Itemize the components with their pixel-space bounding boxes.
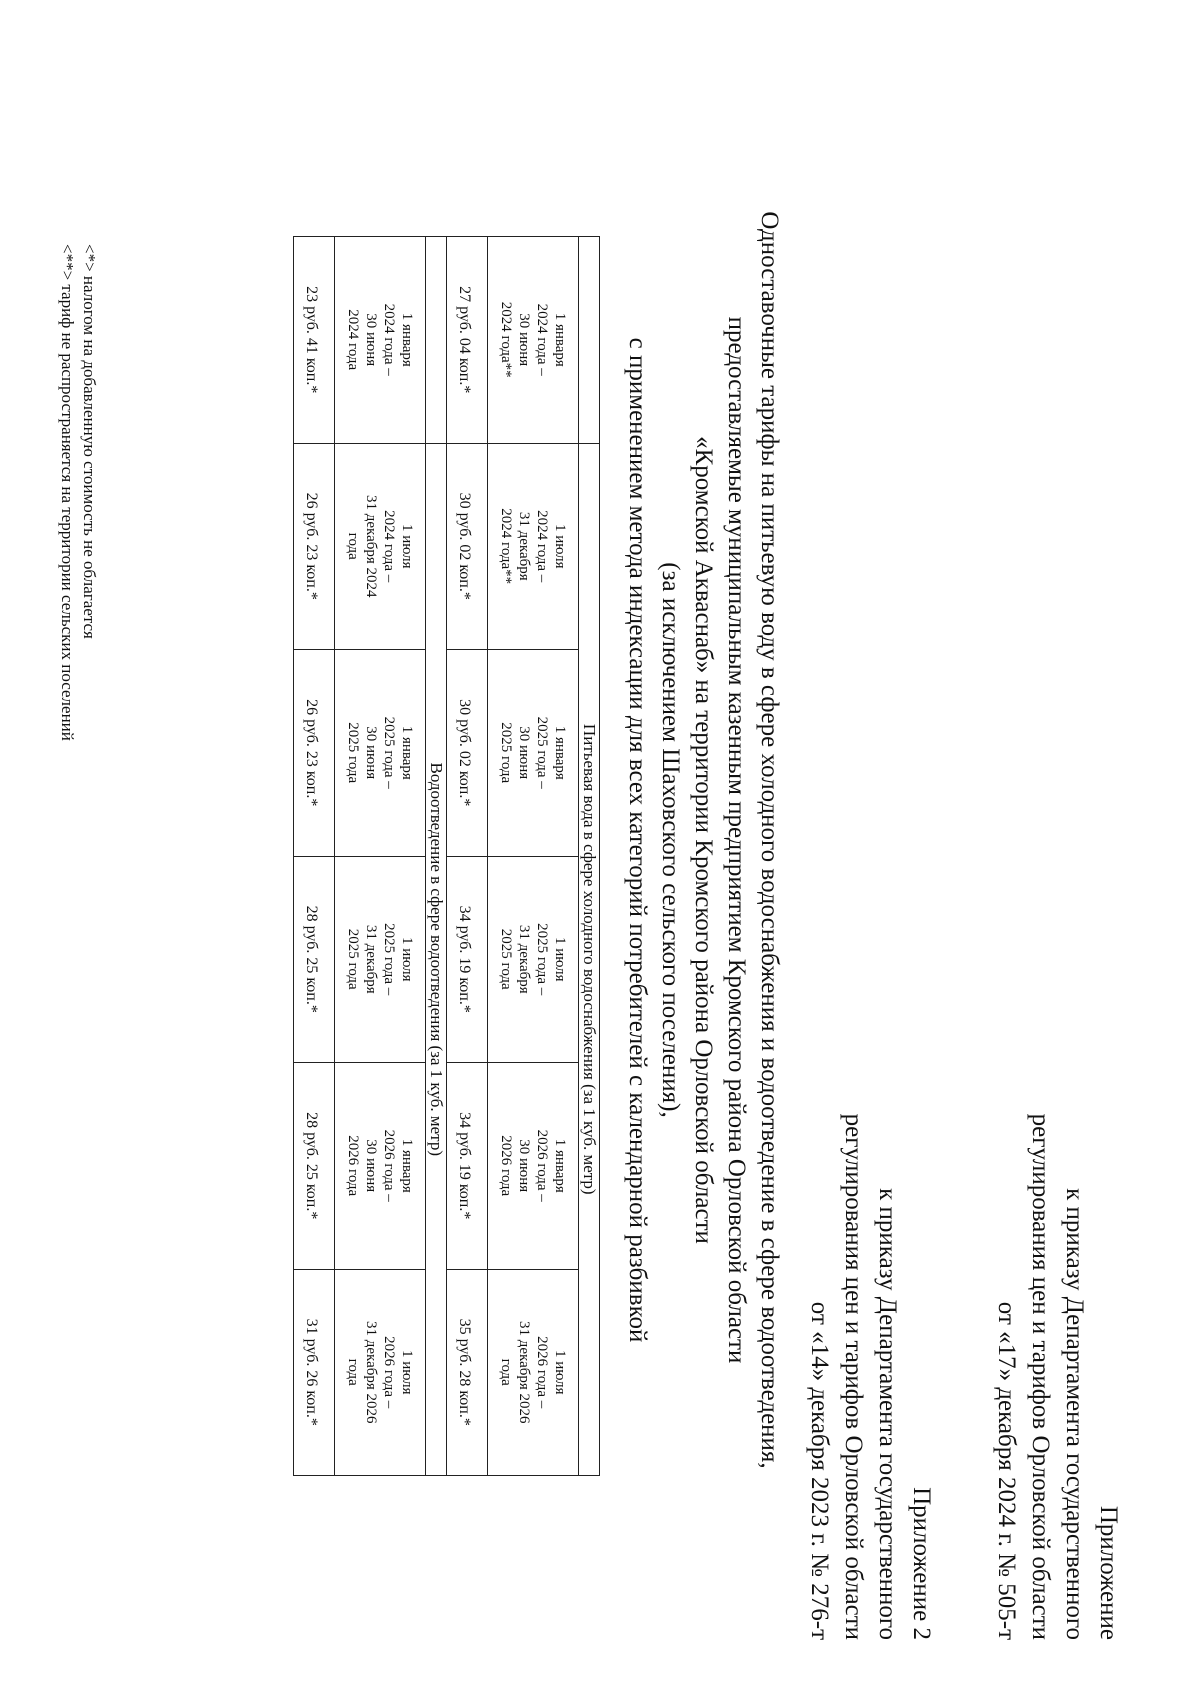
- approval-reference-previous: [802, 760, 938, 1640]
- period-text: 2025 года: [345, 928, 361, 990]
- tariff-value-cell: 26 руб. 23 коп.*: [294, 443, 335, 650]
- period-text: 2025 года –: [381, 716, 397, 789]
- tariff-value-cell: 28 руб. 25 коп.*: [294, 856, 335, 1063]
- period-text: 1 июля: [552, 937, 568, 982]
- tariff-value-cell: 30 руб. 02 коп.*: [447, 443, 488, 650]
- period-text: 1 июля: [552, 524, 568, 569]
- approval-line: от «17» декабря 2024 г. № 505-т: [993, 1301, 1020, 1640]
- period-cell: [488, 237, 579, 444]
- approval-line: регулирования цен и тарифов Орловской области: [1027, 1113, 1054, 1640]
- approval-line: к приказу Департамента государственного: [1061, 1188, 1088, 1640]
- period-text: 2026 года –: [534, 1129, 550, 1202]
- period-text: 31 декабря: [516, 924, 532, 994]
- tariff-value-cell: 35 руб. 28 коп.*: [447, 1269, 488, 1476]
- period-text: 31 декабря: [516, 511, 532, 581]
- waste-section-title: Водоотведение в сфере водоотведения (за 1 куб. метр): [426, 443, 447, 1476]
- period-text: года: [498, 1358, 514, 1386]
- period-text: 2026 года –: [534, 1336, 550, 1409]
- table-row: [579, 237, 600, 1476]
- period-text: 2025 года: [345, 722, 361, 784]
- period-cell: [488, 856, 579, 1063]
- period-cell: [488, 1063, 579, 1270]
- period-text: 30 июня: [516, 1139, 532, 1193]
- approval-line: регулирования цен и тарифов Орловской области: [840, 1113, 867, 1640]
- tariff-value-cell: 30 руб. 02 коп.*: [447, 650, 488, 857]
- period-cell: [335, 650, 426, 857]
- period-text: 1 января: [399, 725, 415, 780]
- approval-reference-current: [989, 760, 1125, 1640]
- waste-empty-header-cell: [426, 237, 447, 444]
- period-text: 2025 года: [498, 928, 514, 990]
- footnote-vat: <*> налогом на добавленную стоимость не облагается: [80, 244, 99, 639]
- period-text: 2025 года –: [534, 716, 550, 789]
- period-cell: [488, 443, 579, 650]
- period-text: 2024 года –: [381, 303, 397, 376]
- heading-line: предоставляемые муниципальным казенным предприятием Кромского района Орловской области: [723, 316, 750, 1364]
- period-text: 30 июня: [363, 726, 379, 780]
- tariff-value-cell: 34 руб. 19 коп.*: [447, 1063, 488, 1270]
- heading-line: (за исключением Шаховского сельского поселения),: [657, 562, 684, 1118]
- footnote-rural: <**> тариф не распространяется на территории сельских поселений: [58, 244, 77, 741]
- period-text: 30 июня: [516, 313, 532, 367]
- period-text: 2025 года –: [534, 923, 550, 996]
- tariff-value-cell: 27 руб. 04 коп.*: [447, 237, 488, 444]
- table-row: [294, 237, 335, 1476]
- period-cell: [335, 1269, 426, 1476]
- period-text: 2024 года**: [498, 508, 514, 585]
- period-text: 2024 года**: [498, 301, 514, 378]
- period-text: 2024 года –: [534, 303, 550, 376]
- tariff-value-cell: 34 руб. 19 коп.*: [447, 856, 488, 1063]
- period-text: 31 декабря 2026: [363, 1320, 379, 1424]
- period-text: 2025 года –: [381, 923, 397, 996]
- period-text: 2026 года –: [381, 1336, 397, 1409]
- period-text: года: [345, 532, 361, 560]
- period-text: 1 января: [552, 1138, 568, 1193]
- tariff-value-cell: 26 руб. 23 коп.*: [294, 650, 335, 857]
- period-text: 2026 года –: [381, 1129, 397, 1202]
- period-text: 31 декабря 2026: [516, 1320, 532, 1424]
- period-cell: [488, 650, 579, 857]
- period-cell: [488, 1269, 579, 1476]
- period-cell: [335, 237, 426, 444]
- table-row: [335, 237, 426, 1476]
- table-row: [426, 237, 447, 1476]
- table-row: [488, 237, 579, 1476]
- period-text: 31 декабря: [363, 924, 379, 994]
- table-row: [447, 237, 488, 1476]
- footnotes: [56, 244, 100, 1144]
- approval-line: Приложение: [1095, 1505, 1122, 1640]
- approval-line: от «14» декабря 2023 г. № 276-т: [806, 1301, 833, 1640]
- period-cell: [335, 443, 426, 650]
- period-text: 30 июня: [363, 1139, 379, 1193]
- period-text: года: [345, 1358, 361, 1386]
- period-text: 31 декабря 2024: [363, 494, 379, 598]
- period-text: 1 января: [399, 1138, 415, 1193]
- water-section-title: Питьевая вода в сфере холодного водоснабжения (за 1 куб. метр): [579, 443, 600, 1476]
- tariff-table: [293, 236, 600, 1476]
- period-text: 2024 года –: [534, 510, 550, 583]
- period-text: 1 июля: [552, 1350, 568, 1395]
- approval-line: Приложение 2: [908, 1487, 935, 1640]
- heading-line: «Кромской Акваснаб» на территории Кромского района Орловской области: [690, 436, 717, 1244]
- period-text: 2024 года –: [381, 510, 397, 583]
- period-text: 2025 года: [498, 722, 514, 784]
- water-empty-header-cell: [579, 237, 600, 444]
- period-text: 1 июля: [399, 524, 415, 569]
- approval-line: к приказу Департамента государственного: [874, 1188, 901, 1640]
- heading-line: Одноставочные тарифы на питьевую воду в сфере холодного водоснабжения и водоотведение в сфере водоотведения,: [756, 211, 783, 1469]
- period-text: 1 июля: [399, 1350, 415, 1395]
- period-text: 30 июня: [363, 313, 379, 367]
- heading-line: с применением метода индексации для всех категорий потребителей с календарной разбивкой: [624, 337, 651, 1343]
- period-text: 30 июня: [516, 726, 532, 780]
- period-text: 1 января: [552, 725, 568, 780]
- period-text: 2026 года: [498, 1135, 514, 1197]
- tariff-value-cell: 23 руб. 41 коп.*: [294, 237, 335, 444]
- period-cell: [335, 856, 426, 1063]
- period-text: 1 января: [399, 312, 415, 367]
- period-text: 1 января: [552, 312, 568, 367]
- period-text: 1 июля: [399, 937, 415, 982]
- period-text: 2026 года: [345, 1135, 361, 1197]
- tariff-value-cell: 31 руб. 26 коп.*: [294, 1269, 335, 1476]
- document-heading: [621, 60, 786, 1620]
- tariff-value-cell: 28 руб. 25 коп.*: [294, 1063, 335, 1270]
- period-cell: [335, 1063, 426, 1270]
- period-text: 2024 года: [345, 309, 361, 371]
